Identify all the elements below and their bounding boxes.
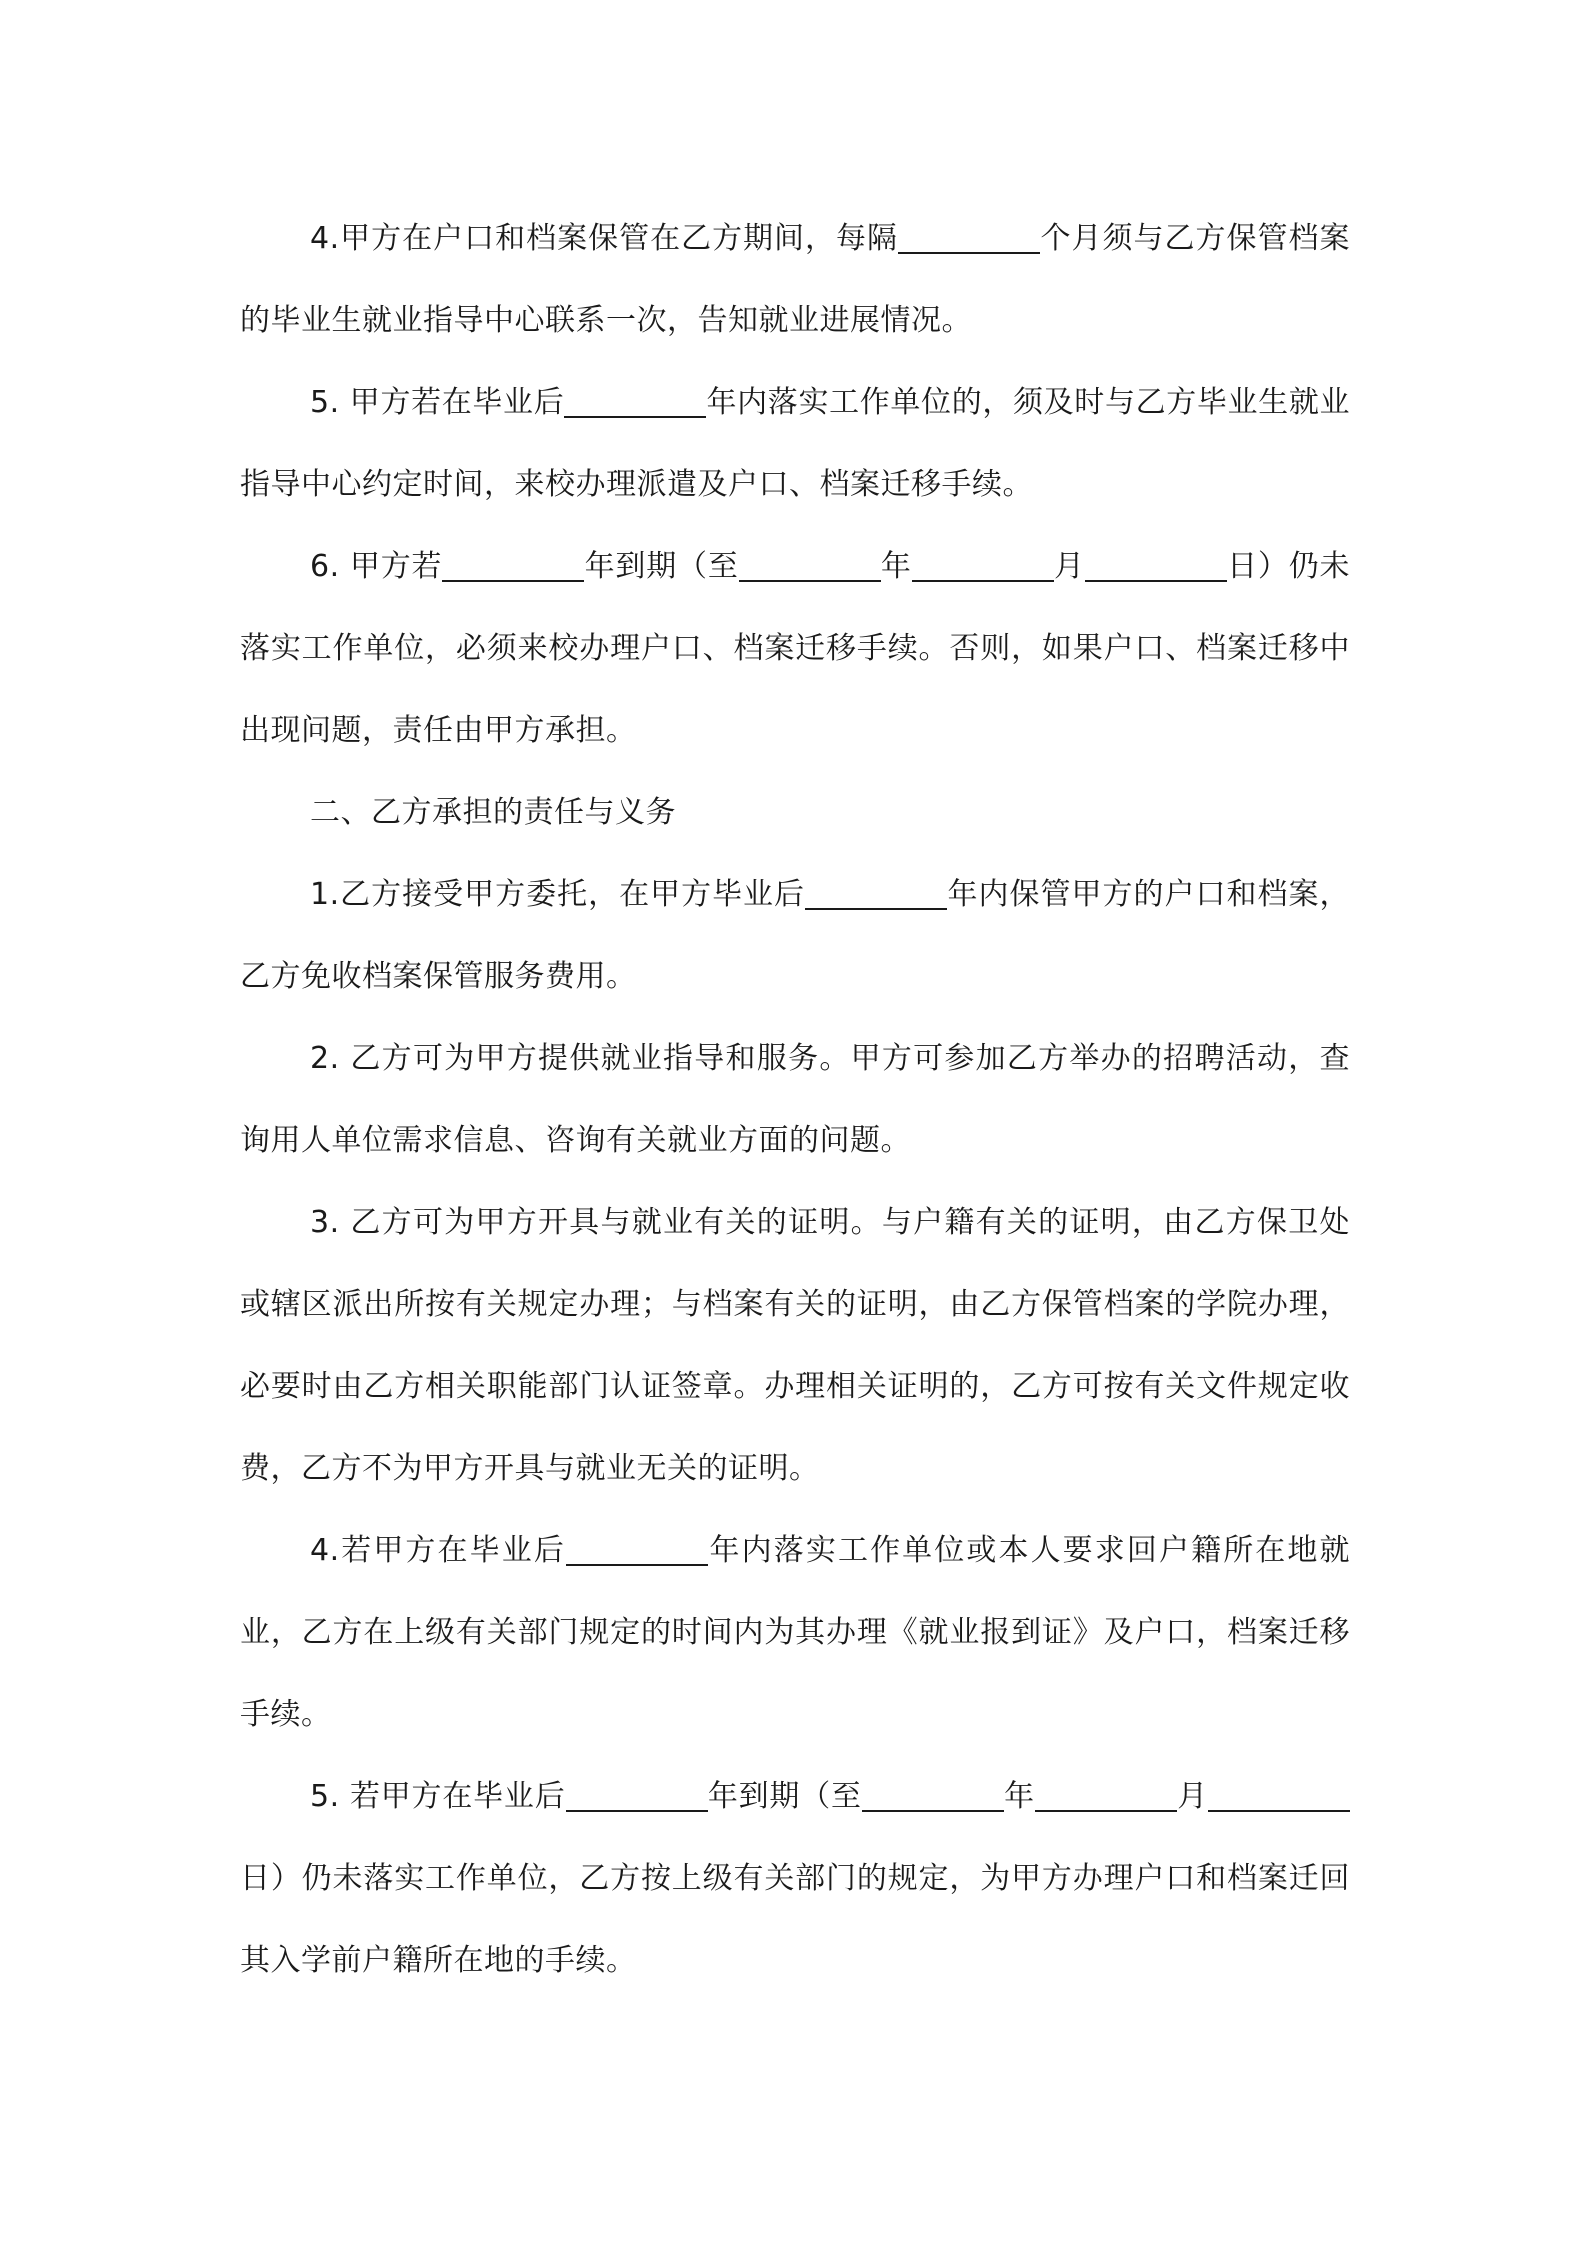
clause-text: 5. 若甲方在毕业后: [310, 1779, 566, 1814]
clause-text: 5. 甲方若在毕业后: [310, 385, 565, 420]
fill-blank-years[interactable]: [564, 380, 706, 418]
clause-text: 年到期（至: [584, 549, 739, 584]
fill-blank-years[interactable]: [442, 544, 584, 582]
clause-b3: 3. 乙方可为甲方开具与就业有关的证明。与户籍有关的证明，由乙方保卫处或辖区派出所按有关规定办理；与档案有关的证明，由乙方保管档案的学院办理，必要时由乙方相关职能部门认证签章。办理相关证明的，乙方可按有关文件规定收费，乙方不为甲方开具与就业无关的证明。: [240, 1205, 1350, 1486]
clause-text: 日）仍未落实工作单位，必须来校办理户口、档案迁移手续。否则，如果户口、档案迁移中出现问题，责任由甲方承担。: [240, 549, 1350, 748]
document-body: [240, 198, 1350, 2002]
fill-blank-years[interactable]: [805, 872, 947, 910]
clause-b2: 2. 乙方可为甲方提供就业指导和服务。甲方可参加乙方举办的招聘活动，查询用人单位需求信息、咨询有关就业方面的问题。: [240, 1041, 1350, 1158]
fill-blank-year[interactable]: [862, 1774, 1004, 1812]
fill-blank-day[interactable]: [1208, 1774, 1350, 1812]
fill-blank-month[interactable]: [1035, 1774, 1177, 1812]
clause-text: 年: [880, 549, 912, 584]
clause-text: 月: [1176, 1779, 1208, 1814]
fill-blank-months[interactable]: [898, 216, 1040, 254]
fill-blank-month[interactable]: [912, 544, 1054, 582]
fill-blank-years[interactable]: [566, 1528, 708, 1566]
clause-b1: [240, 854, 1350, 1018]
clause-b4: [240, 1510, 1350, 1756]
clause-text: 年到期（至: [707, 1779, 862, 1814]
clause-text: 月: [1053, 549, 1085, 584]
clause-text: 日）仍未落实工作单位，乙方按上级有关部门的规定，为甲方办理户口和档案迁回其入学前户籍所在地的手续。: [240, 1861, 1350, 1978]
section-heading-b: 二、乙方承担的责任与义务: [310, 795, 676, 830]
clause-text: 6. 甲方若: [310, 549, 443, 584]
clause-text: 4.若甲方在毕业后: [310, 1533, 566, 1568]
clause-a4: [240, 198, 1350, 362]
clause-text: 1.乙方接受甲方委托，在甲方毕业后: [310, 877, 806, 912]
clause-a5: [240, 362, 1350, 526]
fill-blank-years[interactable]: [566, 1774, 708, 1812]
clause-a6: [240, 526, 1350, 772]
clause-text: 年内落实工作单位的，须及时与乙方毕业生就业指导中心约定时间，来校办理派遣及户口、档案迁移手续。: [240, 385, 1350, 502]
fill-blank-year[interactable]: [739, 544, 881, 582]
clause-text: 4.甲方在户口和档案保管在乙方期间，每隔: [310, 221, 899, 256]
clause-text: 年: [1003, 1779, 1035, 1814]
clause-text: 年内保管甲方的户口和档案，乙方免收档案保管服务费用。: [240, 877, 1351, 994]
fill-blank-day[interactable]: [1085, 544, 1227, 582]
clause-b5: [240, 1756, 1350, 2002]
clause-text: 个月须与乙方保管档案的毕业生就业指导中心联系一次，告知就业进展情况。: [240, 221, 1351, 338]
clause-text: 年内落实工作单位或本人要求回户籍所在地就业，乙方在上级有关部门规定的时间内为其办理《就业报到证》及户口，档案迁移手续。: [240, 1533, 1351, 1732]
